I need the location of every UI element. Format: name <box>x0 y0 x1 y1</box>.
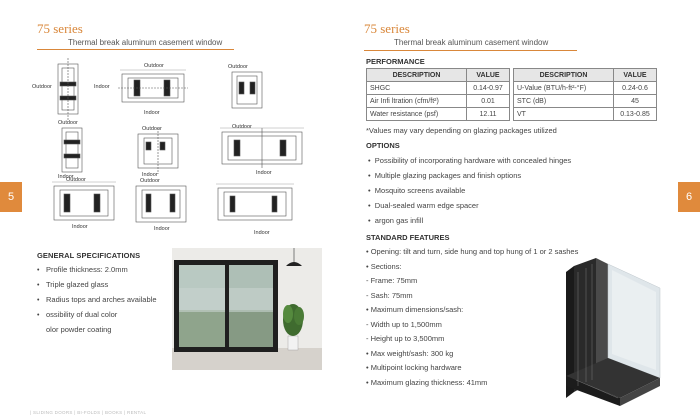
column-header-description: DESCRIPTION <box>367 69 467 82</box>
cell-description: SHGC <box>367 82 467 95</box>
drawing-label: Indoor <box>94 84 110 90</box>
footer-text: | SLIDING DOORS | BI-FOLDS | BOOKS | RENTAL <box>30 410 147 415</box>
drawing-7 <box>54 186 114 220</box>
cell-description: STC (dB) <box>514 95 614 108</box>
drawing-label: Outdoor <box>58 120 78 126</box>
page-number-tab-left <box>0 182 22 212</box>
list-item: • Mosquito screens available <box>368 186 466 195</box>
aluminum-profile-image <box>556 258 664 406</box>
cell-value: 0.24-0.6 <box>614 82 657 95</box>
options-heading: OPTIONS <box>366 141 400 150</box>
drawing-label: Outdoor <box>144 63 164 69</box>
section-drawings <box>32 58 332 240</box>
cell-description: Air Infi ltration (cfm/ft²) <box>367 95 467 108</box>
drawing-label: Indoor <box>254 230 270 236</box>
performance-table-right <box>513 68 657 121</box>
cell-value: 0.01 <box>467 95 510 108</box>
drawing-9 <box>218 188 292 220</box>
standard-features-list <box>366 245 578 390</box>
list-item: - Height up to 3,500mm <box>366 334 445 343</box>
drawing-5 <box>138 128 178 174</box>
drawing-label: Outdoor <box>140 178 160 184</box>
drawing-label: Outdoor <box>32 84 52 90</box>
table-row <box>367 82 510 95</box>
drawing-4 <box>62 128 82 172</box>
cell-value: 0.13-0.85 <box>614 108 657 121</box>
window-interior-photo <box>172 248 322 370</box>
right-subtitle: Thermal break aluminum casement window <box>394 38 549 47</box>
drawing-2 <box>118 74 188 102</box>
options-list <box>368 153 571 228</box>
cell-value: 45 <box>614 95 657 108</box>
table-row <box>514 95 657 108</box>
list-item: • Sections: <box>366 261 402 271</box>
list-item: - Sash: 75mm <box>366 290 413 300</box>
left-subtitle: Thermal break aluminum casement window <box>68 38 223 47</box>
column-header-value: VALUE <box>614 69 657 82</box>
drawing-8 <box>136 186 186 222</box>
table-header-row <box>367 69 510 82</box>
page-number-left: 5 <box>7 191 15 203</box>
drawing-label: Indoor <box>144 110 160 116</box>
table-row <box>514 108 657 121</box>
drawing-label: Indoor <box>72 224 88 230</box>
list-item: olor powder coating <box>46 325 112 334</box>
table-row <box>514 82 657 95</box>
page-number-right: 6 <box>685 191 693 203</box>
list-item: - Frame: 75mm <box>366 276 418 285</box>
drawing-6 <box>222 128 302 168</box>
cell-description: VT <box>514 108 614 121</box>
cell-value: 0.14-0.97 <box>467 82 510 95</box>
list-item: • Max weight/sash: 300 kg <box>366 348 454 358</box>
glazing-note: *Values may vary depending on glazing packages utilized <box>366 126 557 135</box>
table-row <box>367 108 510 121</box>
cell-description: U-Value (BTU/h-ft²-°F) <box>514 82 614 95</box>
table-row <box>367 95 510 108</box>
standard-features-heading: STANDARD FEATURES <box>366 233 450 242</box>
drawing-label: Indoor <box>154 226 170 232</box>
list-item: • Profile thickness: 2.0mm <box>37 265 128 274</box>
left-series-title: 75 series <box>37 21 83 36</box>
drawing-label: Outdoor <box>232 124 252 130</box>
list-item: • Maximum glazing thickness: 41mm <box>366 377 488 387</box>
list-item: • ossibility of dual color <box>37 310 118 319</box>
drawing-label: Outdoor <box>66 177 86 183</box>
list-item: • Radius tops and arches available <box>37 295 157 304</box>
cell-description: Water resistance (psf) <box>367 108 467 121</box>
list-item: • Opening: tilt and turn, side hung and top hung of 1 or 2 sashes <box>366 247 579 256</box>
list-item: - Width up to 1,500mm <box>366 319 442 329</box>
left-title-rule <box>37 49 234 50</box>
general-specs-heading: GENERAL SPECIFICATIONS <box>37 251 141 260</box>
list-item: • argon gas infill <box>368 216 424 225</box>
list-item: • Maximum dimensions/sash: <box>366 305 464 314</box>
list-item: • Multipoint locking hardware <box>366 363 462 372</box>
list-item: • Possibility of incorporating hardware with concealed hinges <box>368 156 572 165</box>
list-item: • Multiple glazing packages and finish options <box>368 171 522 180</box>
column-header-description: DESCRIPTION <box>514 69 614 82</box>
drawing-label: Outdoor <box>228 64 248 70</box>
general-specs-list <box>37 262 157 337</box>
page-number-tab-right <box>678 182 700 212</box>
list-item: • Dual-sealed warm edge spacer <box>368 201 479 210</box>
drawing-3 <box>232 72 262 108</box>
drawing-label: Outdoor <box>142 126 162 132</box>
list-item: • Triple glazed glass <box>37 280 109 289</box>
cell-value: 12.11 <box>467 108 510 121</box>
drawing-label: Indoor <box>142 172 158 178</box>
right-title-rule <box>364 50 577 51</box>
drawing-1 <box>58 58 78 120</box>
drawing-label: Indoor <box>256 170 272 176</box>
performance-heading: PERFORMANCE <box>366 57 425 66</box>
right-series-title: 75 series <box>364 21 410 36</box>
drawing-label: Indoor <box>58 174 74 180</box>
performance-table-left <box>366 68 510 121</box>
cross-section-drawings <box>32 58 332 240</box>
table-header-row <box>514 69 657 82</box>
column-header-value: VALUE <box>467 69 510 82</box>
